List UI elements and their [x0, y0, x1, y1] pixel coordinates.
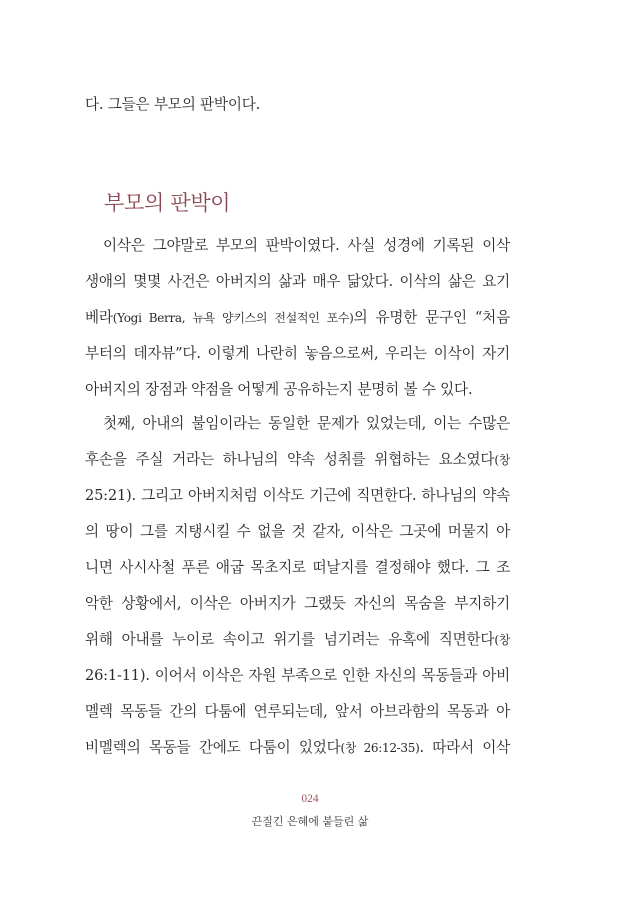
- paragraph-1-line-3-a: 베라: [85, 309, 113, 326]
- paragraph-2-line-10-ref: (창 26:12-35): [340, 741, 420, 755]
- paragraph-2-line-10-a: 비멜렉의 목동들 간에도 다툼이 있었다: [85, 739, 341, 756]
- paragraph-1-line-3: [85, 308, 510, 328]
- paragraph-2-line-9: 멜렉 목동들 간의 다툼에 연루되는데, 앞서 아브라함의 목동과 아: [85, 703, 510, 720]
- paragraph-2-line-10-c: . 따라서 이삭: [419, 739, 510, 756]
- paragraph-1-line-3-c: 의 유명한 문구인 “처음: [353, 309, 510, 326]
- paragraph-2-line-10: [85, 738, 510, 758]
- paragraph-2-line-2-ref: (창: [494, 453, 510, 467]
- running-footer-title: 끈질긴 은혜에 붙들린 삶: [251, 815, 369, 828]
- paragraph-2-line-7-ref: (창: [494, 633, 510, 647]
- section-heading: 부모의 판박이: [104, 191, 231, 215]
- paragraph-2-line-4: 의 땅이 그를 지탱시킬 수 없을 것 같자, 이삭은 그곳에 머물지 아: [85, 523, 510, 540]
- intro-line: 다. 그들은 부모의 판박이다.: [85, 96, 261, 113]
- paragraph-2-line-3: 25:21). 그리고 아버지처럼 이삭도 기근에 직면한다. 하나님의 약속: [85, 487, 510, 504]
- paragraph-2-line-7-a: 위해 아내를 누이로 속이고 위기를 넘기려는 유혹에 직면한다: [85, 631, 495, 648]
- paragraph-2-line-2-a: 후손을 주실 거라는 하나님의 약속 성취를 위협하는 요소였다: [85, 451, 495, 468]
- paragraph-1-line-4: 부터의 데자뷰”다. 이렇게 나란히 놓음으로써, 우리는 이삭이 자기: [85, 345, 510, 362]
- paragraph-2-line-1: 첫째, 아내의 불임이라는 동일한 문제가 있었는데, 이는 수많은: [103, 415, 510, 432]
- paragraph-2-line-5: 니면 사시사철 푸른 애굽 목초지로 떠날지를 결정해야 했다. 그 조: [85, 559, 510, 576]
- paragraph-2-line-6: 악한 상황에서, 이삭은 아버지가 그랬듯 자신의 목숨을 부지하기: [85, 595, 510, 612]
- paragraph-1-line-1: 이삭은 그야말로 부모의 판박이였다. 사실 성경에 기록된 이삭: [103, 237, 510, 254]
- paragraph-1-line-3-aside: (Yogi Berra, 뉴욕 양키스의 전설적인 포수): [112, 311, 354, 325]
- paragraph-1-line-5: 아버지의 장점과 약점을 어떻게 공유하는지 분명히 볼 수 있다.: [85, 381, 473, 398]
- paragraph-2-line-7: [85, 630, 510, 650]
- page-number: 024: [301, 793, 319, 805]
- paragraph-2-line-2: [85, 450, 510, 470]
- paragraph-1-line-2: 생애의 몇몇 사건은 아버지의 삶과 매우 닮았다. 이삭의 삶은 요기: [85, 273, 510, 290]
- paragraph-2-line-8: 26:1-11). 이어서 이삭은 자원 부족으로 인한 자신의 목동들과 아비: [85, 667, 510, 684]
